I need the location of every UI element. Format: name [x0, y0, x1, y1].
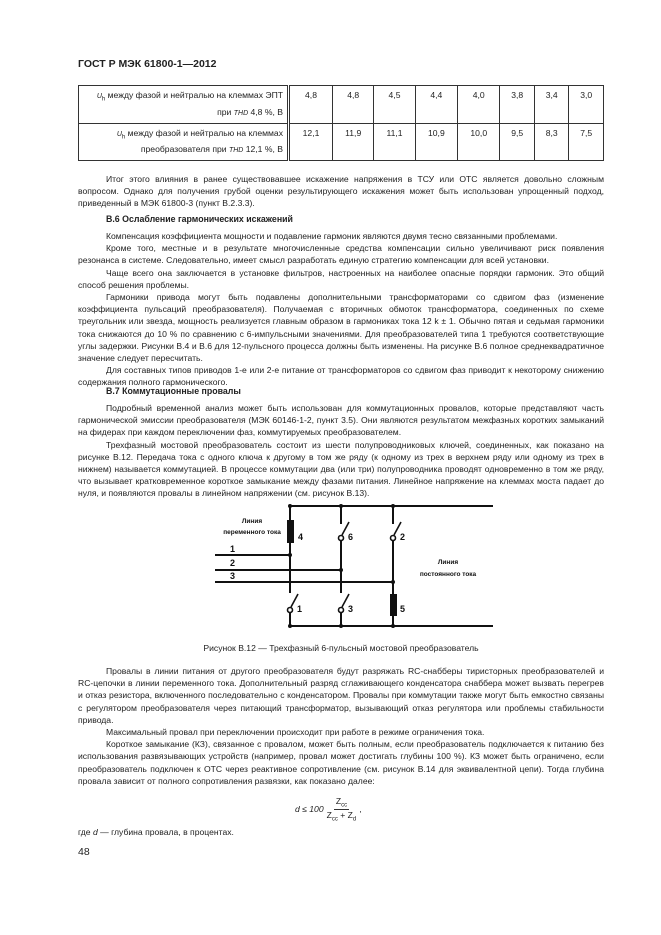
- element-5-rect: [390, 594, 397, 616]
- section-b7-body: Подробный временной анализ может быть использован для коммутационных провалов, которые представляют часть гармонической эмиссии преобразователя (МЭК 60146-1-2, пункт 3.5). Они являются результатом межфазных коротких замыканий на фидерах при каждом переключении фаз, коммутируемых преобразователем. Трехфазный мостовой преобразователь состоит из шести полупроводниковых ключей, соединенных, как показано на рисунке В.12. Передача тока с одного ключа к другому в том же ряду (к одному из трех в верхнем ряду или одному из трех в нижнем) называется коммутацией. В процессе коммутации два (или три) полупроводника проводят одновременно в том же ряду, что вызывает кратковременное короткое замыкание между фазами питания. Линейное напряжение на клеммах моста падает до нуля, и появляются провалы в линейном напряжении (см. рисунок В.13).: [78, 403, 604, 499]
- cell: 11,1: [374, 123, 415, 161]
- section-heading-b7: В.7 Коммутационные провалы: [106, 386, 241, 396]
- document-header: ГОСТ Р МЭК 61800-1—2012: [78, 58, 217, 70]
- cell: 8,3: [534, 123, 569, 161]
- cell: 4,8: [333, 86, 374, 124]
- phase-label: 2: [230, 558, 236, 568]
- dc-line-label: постоянного тока: [419, 571, 477, 578]
- dc-line-label: Линия: [437, 559, 459, 566]
- after-figure-body: Провалы в линии питания от другого преобразователя будут разряжать RC-снабберы тиристорных преобразователей и RC-цепочки в линии переменного тока. Дополнительный разряд сглаживающего конденсатора снаббера может вызвать перегрев и отказ резистора, включенного последовательно с конденсатором. Провалы при коммутации также могут быть емкостно связаны с регулятором преобразователя через питающий трансформатор, вызывающий отказ регулятора или проблемы стабильности привода. Максимальный провал при переключении происходит при работе в режиме ограничения тока. Короткое замыкание (КЗ), связанное с провалом, может быть полным, если преобразователь подключается к питанию без использования развязывающих устройств (например, провал может достигать глубины 100 %). КЗ может быть ограничено, если преобразователь подключен к ОТС через реактивное сопротивление (см. рисунок В.14 для эквивалентной цепи). Тогда глубина провала зависит от полного сопротивления развязки, как показано далее:: [78, 666, 604, 786]
- element-label: 1: [297, 604, 303, 614]
- page-number: 48: [78, 846, 90, 858]
- row-label: $U_h$ между фазой и нейтралью на клеммах ЭПТ при THD 4,8 %, В: [79, 86, 289, 124]
- cell: 9,5: [500, 123, 535, 161]
- cell: 4,4: [415, 86, 457, 124]
- cell: 3,0: [569, 86, 604, 124]
- cell: 3,8: [500, 86, 535, 124]
- where-clause: где d — глубина провала, в процентах.: [78, 827, 234, 837]
- element-label: 5: [400, 604, 406, 614]
- intro-paragraph: Итог этого влияния в ранее существовавшее искажение напряжения в ТСУ или ОТС является довольно сложным вопросом. Однако для получения грубой оценки результирующего искажения может быть использован упрощенный подход, приведенный в МЭК 61800-3 (пункт В.2.3.3).: [78, 174, 604, 209]
- cell: 11,9: [333, 123, 374, 161]
- element-4-rect: [287, 520, 294, 543]
- cell: 10,0: [458, 123, 500, 161]
- section-heading-b6: В.6 Ослабление гармонических искажений: [106, 214, 293, 224]
- cell: 12,1: [289, 123, 333, 161]
- switch-icons: [288, 522, 402, 613]
- phase-label: 1: [230, 544, 236, 554]
- ac-line-label: Линия: [241, 518, 263, 525]
- element-label: 4: [298, 532, 304, 542]
- cell: 10,9: [415, 123, 457, 161]
- section-b6-body: Компенсация коэффициента мощности и подавление гармоник являются двумя тесно связанными проблемами. Кроме того, местные и в результате многочисленные средства компенсации сильно увеличивают риск появления резонанса в системе. Следовательно, имеет смысл разработать единую стратегию компенсации для всей установки. Чаще всего она заключается в установке фильтров, настроенных на наиболее опасные порядки гармоник. Это общий способ решения проблемы. Гармоники привода могут быть подавлены дополнительными трансформаторами со сдвигом фаз (изменение коэффициента пульсаций преобразователя). Получаемая с вторичных обмоток трансформатора, соединенных по схеме треугольник или звезда, мощность реализуется главным образом в гармониках тока 12 k ± 1. Обычно пятая и седьмая гармоники тока снижаются до 10 % по сравнению с 6-импульсными значениями. Для преобразователей типа 1 требуются соответствующие углы задержки. Рисунки В.4 и В.6 для 12-пульсного процесса должны быть изменены. На рисунке В.6 полное среднеквадратичное значение следует пересчитать. Для составных типов приводов 1-е или 2-е питание от трансформаторов со сдвигом фаз приводит к некоторому снижению содержания полного гармонического.: [78, 231, 604, 388]
- element-label: 6: [348, 532, 354, 542]
- element-label: 3: [348, 604, 354, 614]
- cell: 4,5: [374, 86, 415, 124]
- element-label: 2: [400, 532, 406, 542]
- cell: 4,0: [458, 86, 500, 124]
- cell: 3,4: [534, 86, 569, 124]
- cell: 7,5: [569, 123, 604, 161]
- figure-caption: Рисунок В.12 — Трехфазный 6-пульсный мостовой преобразователь: [203, 643, 479, 653]
- row-label: $U_h$ между фазой и нейтралью на клеммах преобразователя при THD 12,1 %, В: [79, 123, 289, 161]
- phase-label: 3: [230, 571, 236, 581]
- cell: 4,8: [289, 86, 333, 124]
- dip-depth-formula: d ≤ 100 $\frac{Z_{cc}}{Z_{cc} + Z_d}$ ,: [295, 796, 362, 823]
- ac-line-label: переменного тока: [223, 529, 281, 536]
